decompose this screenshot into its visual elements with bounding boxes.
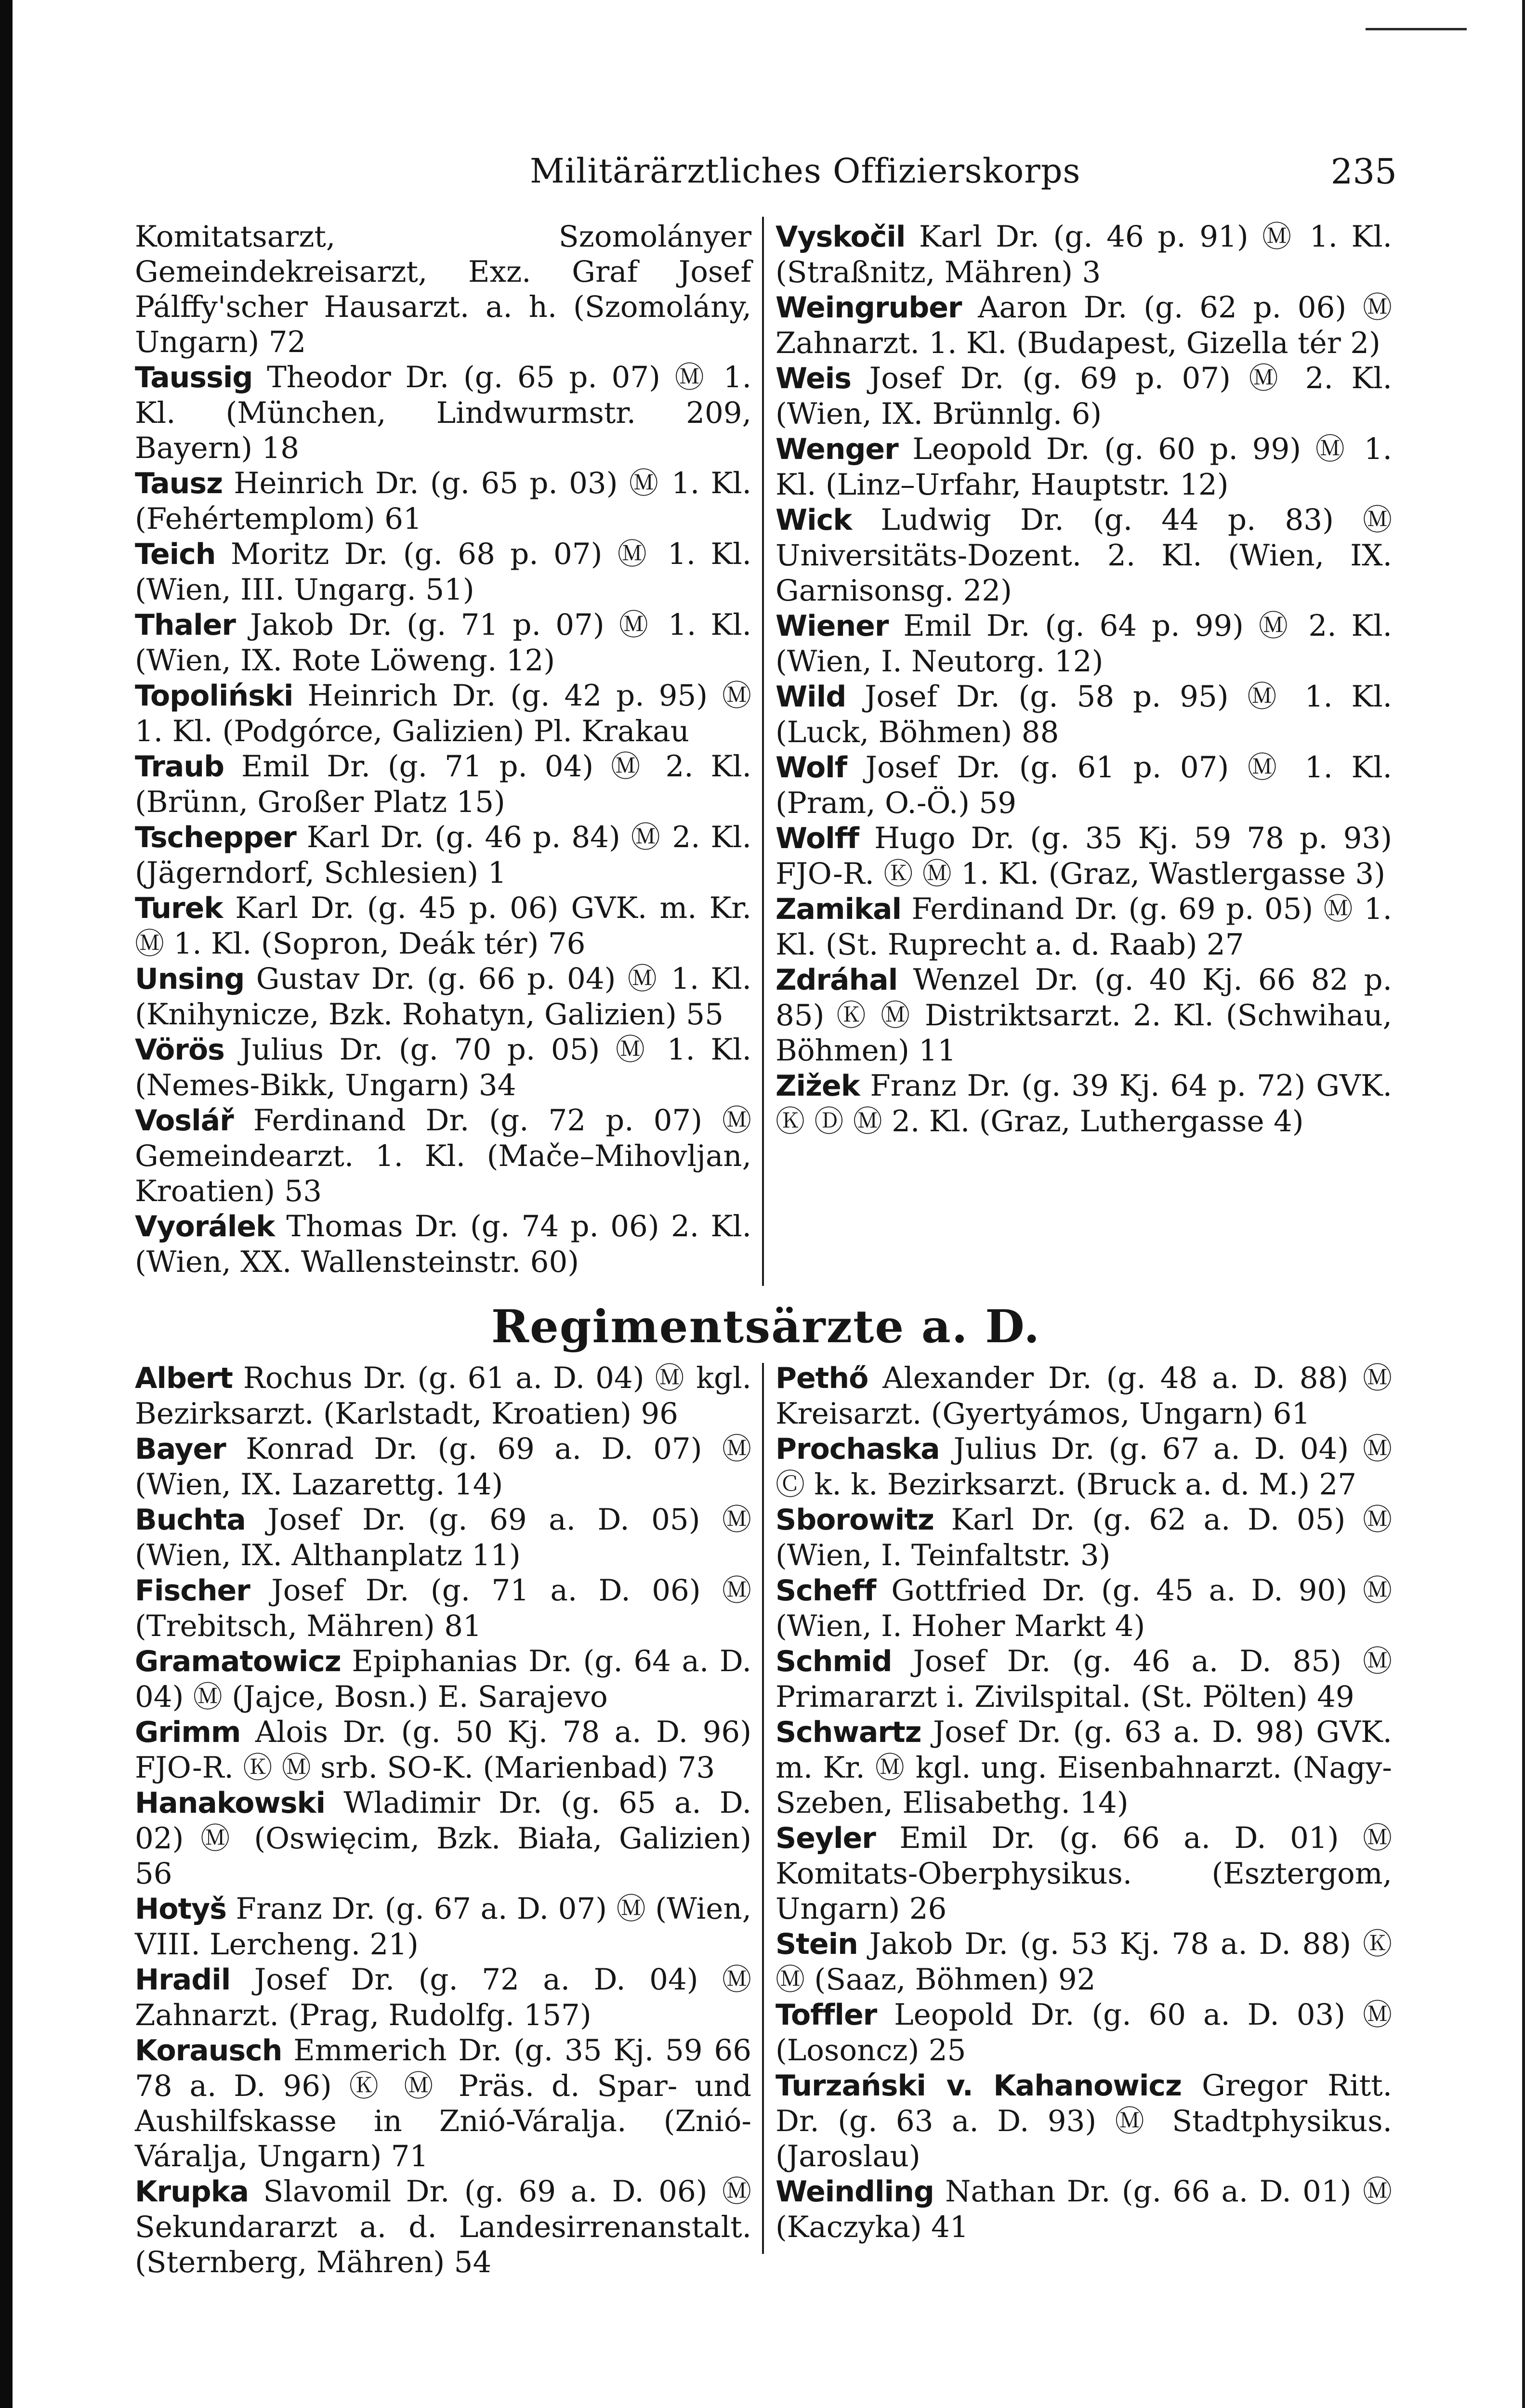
directory-entry xyxy=(776,502,1392,608)
entry-surname: Wolff xyxy=(776,822,859,855)
directory-entry xyxy=(135,1962,751,2033)
entry-details: Karl Dr. (g. 45 p. 06) GVK. m. Kr. Ⓜ 1. Kl. (Sopron, Deák tér) 76 xyxy=(135,891,751,961)
page-header xyxy=(135,144,1397,197)
entry-details: Gustav Dr. (g. 66 p. 04) Ⓜ 1. Kl. (Knihynicze, Bzk. Rohatyn, Galizien) 55 xyxy=(135,962,751,1032)
directory-entry xyxy=(776,361,1392,432)
entry-surname: Pethő xyxy=(776,1361,868,1395)
directory-entry xyxy=(135,890,751,961)
directory-entry xyxy=(776,750,1392,821)
entry-details: Josef Dr. (g. 63 a. D. 98) GVK. m. Kr. Ⓜ kgl. ung. Eisenbahnarzt. (Nagy-Szeben, Elisabethg. 14) xyxy=(776,1715,1393,1820)
directory-entry xyxy=(135,749,751,820)
directory-entry xyxy=(776,1644,1392,1714)
entry-surname: Hradil xyxy=(135,1963,231,1997)
entry-surname: Weindling xyxy=(776,2175,934,2209)
entry-surname: Wild xyxy=(776,680,846,714)
entry-details: Emmerich Dr. (g. 35 Kj. 59 66 78 a. D. 96) Ⓚ Ⓜ Präs. d. Spar- und Aushilfskasse in Znió-Váralja. (Znió-Váralja, Ungarn) 71 xyxy=(135,2033,751,2173)
entry-details: Rochus Dr. (g. 61 a. D. 04) Ⓜ kgl. Bezirksarzt. (Karlstadt, Kroatien) 96 xyxy=(135,1361,752,1431)
scan-edge-left xyxy=(0,0,13,2408)
directory-entry xyxy=(135,1714,751,1785)
entry-surname: Stein xyxy=(776,1927,858,1961)
entry-details: Wenzel Dr. (g. 40 Kj. 66 82 p. 85) Ⓚ Ⓜ Distriktsarzt. 2. Kl. (Schwihau, Böhmen) 11 xyxy=(776,963,1392,1068)
directory-entry xyxy=(135,678,751,749)
entry-surname: Bayer xyxy=(135,1432,226,1466)
entry-details: Josef Dr. (g. 71 a. D. 06) Ⓜ (Trebitsch, Mähren) 81 xyxy=(135,1573,751,1643)
entry-surname: Wick xyxy=(776,503,852,537)
entry-surname: Fischer xyxy=(135,1574,250,1608)
entry-details: Jakob Dr. (g. 71 p. 07) Ⓜ 1. Kl. (Wien, IX. Rote Löweng. 12) xyxy=(135,608,752,678)
entry-details: Josef Dr. (g. 46 a. D. 85) Ⓜ Primararzt i. Zivilspital. (St. Pölten) 49 xyxy=(776,1644,1393,1714)
entry-surname: Teich xyxy=(135,537,216,571)
column-divider-bottom xyxy=(762,1363,764,2254)
directory-entry xyxy=(135,537,751,607)
entry-details: Theodor Dr. (g. 65 p. 07) Ⓜ 1. Kl. (München, Lindwurmstr. 209, Bayern) 18 xyxy=(135,360,752,465)
directory-entry xyxy=(776,821,1392,891)
entry-surname: Vyskočil xyxy=(776,220,906,254)
directory-entry xyxy=(776,2068,1392,2174)
entry-surname: Sborowitz xyxy=(776,1503,934,1537)
entry-details: Leopold Dr. (g. 60 a. D. 03) Ⓜ (Losoncz) 25 xyxy=(776,1998,1393,2068)
entry-surname: Tschepper xyxy=(135,821,296,854)
entry-details: Jakob Dr. (g. 53 Kj. 78 a. D. 88) Ⓚ Ⓜ (Saaz, Böhmen) 92 xyxy=(776,1927,1392,1997)
directory-entry xyxy=(776,679,1392,750)
entry-details: Emil Dr. (g. 66 a. D. 01) Ⓜ Komitats-Oberphysikus. (Esztergom, Ungarn) 26 xyxy=(776,1821,1392,1926)
directory-entry xyxy=(135,1431,751,1502)
directory-entry xyxy=(135,1573,751,1644)
entry-surname: Wiener xyxy=(776,609,889,643)
column-divider-top xyxy=(762,217,764,1286)
directory-entry xyxy=(776,608,1392,679)
entry-details: Karl Dr. (g. 46 p. 84) Ⓜ 2. Kl. (Jägerndorf, Schlesien) 1 xyxy=(135,820,751,890)
entry-surname: Topoliński xyxy=(135,679,293,713)
entry-surname: Tausz xyxy=(135,467,223,500)
entry-details: Moritz Dr. (g. 68 p. 07) Ⓜ 1. Kl. (Wien, III. Ungarg. 51) xyxy=(135,537,751,607)
directory-entry xyxy=(135,961,751,1032)
entry-surname: Taussig xyxy=(135,361,253,394)
entry-surname: Scheff xyxy=(776,1574,876,1608)
directory-entry xyxy=(776,219,1392,290)
entry-surname: Gramatowicz xyxy=(135,1645,341,1678)
entry-details: Ferdinand Dr. (g. 72 p. 07) Ⓜ Gemeindearzt. 1. Kl. (Mače–Mihovljan, Kroatien) 53 xyxy=(135,1103,751,1208)
entry-surname: Seyler xyxy=(776,1821,876,1855)
entry-details: Alois Dr. (g. 50 Kj. 78 a. D. 96) FJO-R. Ⓚ Ⓜ srb. SO-K. (Marienbad) 73 xyxy=(135,1715,751,1785)
directory-entry xyxy=(135,360,751,466)
directory-entry xyxy=(135,1361,751,1431)
entry-surname: Turek xyxy=(135,891,223,925)
entry-details: Nathan Dr. (g. 66 a. D. 01) Ⓜ (Kaczyka) 41 xyxy=(776,2174,1392,2244)
directory-entry xyxy=(776,1431,1392,1502)
entry-details: Slavomil Dr. (g. 69 a. D. 06) Ⓜ Sekundararzt a. d. Landesirrenanstalt. (Sternberg, Mähren) 54 xyxy=(135,2174,751,2279)
page-number: 235 xyxy=(1330,151,1397,192)
scan-edge-right xyxy=(1522,0,1525,2408)
directory-entry xyxy=(776,891,1392,962)
entry-details: Konrad Dr. (g. 69 a. D. 07) Ⓜ (Wien, IX. Lazarettg. 14) xyxy=(135,1432,752,1502)
directory-entry xyxy=(135,466,751,537)
directory-entry xyxy=(776,1361,1392,1431)
entry-details: Wladimir Dr. (g. 65 a. D. 02) Ⓜ (Oswięcim, Bzk. Biała, Galizien) 56 xyxy=(135,1786,751,1891)
entry-details: Karl Dr. (g. 46 p. 91) Ⓜ 1. Kl. (Straßnitz, Mähren) 3 xyxy=(776,220,1392,289)
directory-entry xyxy=(776,1997,1392,2068)
entry-surname: Weingruber xyxy=(776,291,962,325)
entry-details: Leopold Dr. (g. 60 p. 99) Ⓜ 1. Kl. (Linz–Urfahr, Hauptstr. 12) xyxy=(776,432,1392,502)
entry-details: Josef Dr. (g. 58 p. 95) Ⓜ 1. Kl. (Luck, Böhmen) 88 xyxy=(776,680,1393,749)
entry-surname: Krupka xyxy=(135,2175,249,2209)
entry-surname: Traub xyxy=(135,750,224,784)
directory-entry xyxy=(776,1714,1392,1820)
entry-details: Franz Dr. (g. 39 Kj. 64 p. 72) GVK. Ⓚ Ⓓ Ⓜ 2. Kl. (Graz, Luthergasse 4) xyxy=(776,1069,1392,1139)
column-bottom-right xyxy=(776,1361,1392,2245)
directory-entry xyxy=(135,820,751,890)
entry-surname: Albert xyxy=(135,1361,233,1395)
directory-entry xyxy=(776,432,1392,502)
entry-surname: Hanakowski xyxy=(135,1786,326,1820)
entry-details: Gottfried Dr. (g. 45 a. D. 90) Ⓜ (Wien, I. Hoher Markt 4) xyxy=(776,1573,1392,1643)
directory-entry xyxy=(776,962,1392,1068)
directory-entry xyxy=(135,1644,751,1714)
entry-surname: Vörös xyxy=(135,1033,224,1067)
directory-entry xyxy=(135,1032,751,1103)
entry-details: Epiphanias Dr. (g. 64 a. D. 04) Ⓜ (Jajce, Bosn.) E. Sarajevo xyxy=(135,1644,752,1714)
directory-entry xyxy=(135,219,751,360)
entry-details: Hugo Dr. (g. 35 Kj. 59 78 p. 93) FJO-R. Ⓚ Ⓜ 1. Kl. (Graz, Wastlergasse 3) xyxy=(776,821,1392,891)
entry-surname: Zdráhal xyxy=(776,963,898,997)
directory-entry xyxy=(135,1502,751,1573)
entry-details: Franz Dr. (g. 67 a. D. 07) Ⓜ (Wien, VIII. Lercheng. 21) xyxy=(135,1892,751,1962)
entry-details: Josef Dr. (g. 72 a. D. 04) Ⓜ Zahnarzt. (Prag, Rudolfg. 157) xyxy=(135,1963,751,2032)
entry-surname: Schwartz xyxy=(776,1715,921,1749)
directory-entry xyxy=(776,1573,1392,1644)
entry-details: Josef Dr. (g. 69 a. D. 05) Ⓜ (Wien, IX. Althanplatz 11) xyxy=(135,1503,752,1572)
entry-details: Josef Dr. (g. 69 p. 07) Ⓜ 2. Kl. (Wien, IX. Brünnlg. 6) xyxy=(776,361,1393,431)
directory-entry xyxy=(135,1103,751,1209)
entry-details: Josef Dr. (g. 61 p. 07) Ⓜ 1. Kl. (Pram, O.-Ö.) 59 xyxy=(776,750,1393,820)
directory-entry xyxy=(776,1820,1392,1926)
entry-details: Julius Dr. (g. 70 p. 05) Ⓜ 1. Kl. (Nemes-Bikk, Ungarn) 34 xyxy=(135,1033,751,1102)
directory-entry xyxy=(776,1926,1392,1997)
entry-details: Alexander Dr. (g. 48 a. D. 88) Ⓜ Kreisarzt. (Gyertyámos, Ungarn) 61 xyxy=(776,1361,1393,1431)
entry-surname: Wenger xyxy=(776,432,898,466)
directory-entry xyxy=(135,1891,751,1962)
entry-surname: Prochaska xyxy=(776,1432,940,1466)
scan-mark xyxy=(1366,28,1467,30)
entry-details: Ludwig Dr. (g. 44 p. 83) Ⓜ Universitäts-Dozent. 2. Kl. (Wien, IX. Garnisonsg. 22) xyxy=(776,503,1392,608)
entry-surname: Grimm xyxy=(135,1715,241,1749)
entry-surname: Toffler xyxy=(776,1998,877,2032)
entry-details: Julius Dr. (g. 67 a. D. 04) Ⓜ Ⓒ k. k. Bezirksarzt. (Bruck a. d. M.) 27 xyxy=(776,1432,1393,1502)
section-heading: Regimentsärzte a. D. xyxy=(491,1300,1041,1353)
column-top-right xyxy=(776,219,1392,1139)
entry-details: Emil Dr. (g. 64 p. 99) Ⓜ 2. Kl. (Wien, I. Neutorg. 12) xyxy=(776,609,1393,679)
entry-surname: Korausch xyxy=(135,2034,282,2068)
entry-details: Heinrich Dr. (g. 65 p. 03) Ⓜ 1. Kl. (Fehértemplom) 61 xyxy=(135,466,752,536)
entry-surname: Turzański v. Kahanowicz xyxy=(776,2069,1182,2103)
entry-details: Ferdinand Dr. (g. 69 p. 05) Ⓜ 1. Kl. (St. Ruprecht a. d. Raab) 27 xyxy=(776,892,1393,962)
entry-surname: Wolf xyxy=(776,751,847,785)
entry-surname: Hotyš xyxy=(135,1892,226,1926)
entry-surname: Thaler xyxy=(135,608,236,642)
directory-entry xyxy=(776,1502,1392,1573)
entry-surname: Unsing xyxy=(135,962,245,996)
entry-details: Heinrich Dr. (g. 42 p. 95) Ⓜ 1. Kl. (Podgórce, Galizien) Pl. Krakau xyxy=(135,679,752,748)
entry-surname: Zamikal xyxy=(776,892,902,926)
directory-entry xyxy=(135,607,751,678)
directory-entry xyxy=(135,1785,751,1891)
entry-details: Komitatsarzt, Szomolányer Gemeindekreisarzt, Exz. Graf Josef Pálffy'scher Hausarzt. a. h. (Szomolány, Ungarn) 72 xyxy=(135,220,751,359)
column-top-left xyxy=(135,219,751,1280)
entry-details: Karl Dr. (g. 62 a. D. 05) Ⓜ (Wien, I. Teinfaltstr. 3) xyxy=(776,1503,1392,1572)
directory-entry xyxy=(135,2033,751,2174)
entry-surname: Weis xyxy=(776,362,852,395)
entry-details: Gregor Ritt. Dr. (g. 63 a. D. 93) Ⓜ Stadtphysikus. (Jaroslau) xyxy=(776,2068,1393,2173)
running-title: Militärärztliches Offizierskorps xyxy=(530,151,1081,191)
entry-details: Thomas Dr. (g. 74 p. 06) 2. Kl. (Wien, XX. Wallensteinstr. 60) xyxy=(135,1209,751,1279)
directory-entry xyxy=(776,2174,1392,2245)
entry-details: Aaron Dr. (g. 62 p. 06) Ⓜ Zahnarzt. 1. Kl. (Budapest, Gizella tér 2) xyxy=(776,290,1393,360)
directory-entry xyxy=(776,1068,1392,1139)
column-bottom-left xyxy=(135,1361,751,2280)
entry-surname: Zižek xyxy=(776,1069,860,1103)
entry-surname: Voslář xyxy=(135,1104,234,1138)
entry-surname: Buchta xyxy=(135,1503,246,1537)
directory-entry xyxy=(135,2174,751,2280)
entry-surname: Vyorálek xyxy=(135,1210,275,1243)
directory-entry xyxy=(776,290,1392,361)
directory-entry xyxy=(135,1209,751,1280)
entry-details: Emil Dr. (g. 71 p. 04) Ⓜ 2. Kl. (Brünn, Großer Platz 15) xyxy=(135,749,752,819)
entry-surname: Schmid xyxy=(776,1645,892,1678)
